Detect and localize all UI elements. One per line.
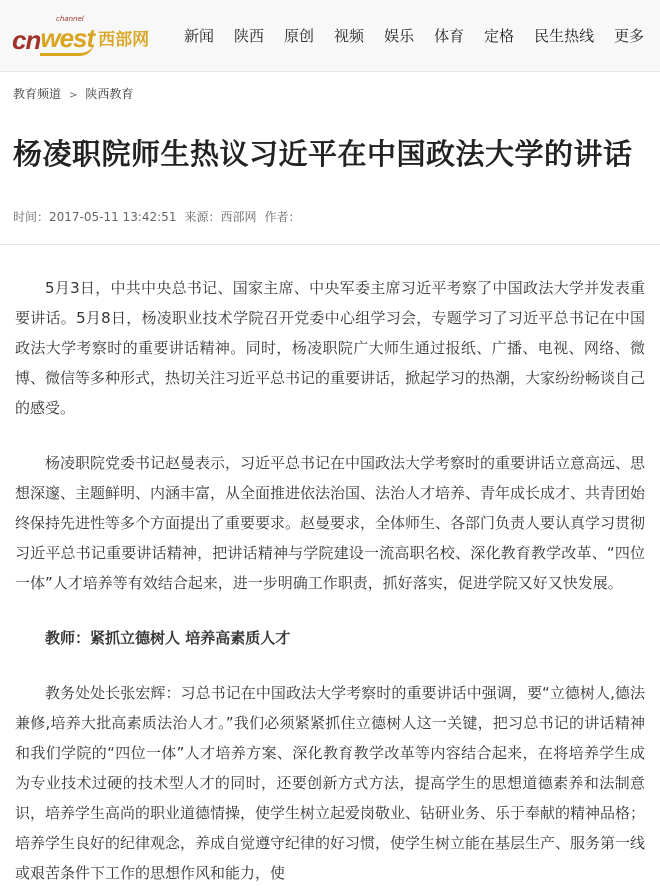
cnwest-logo[interactable] — [12, 8, 182, 64]
nav-entertainment[interactable]: 娱乐 — [384, 27, 415, 45]
logo-name: 西部网 — [98, 29, 150, 50]
nav-video[interactable]: 视频 — [334, 27, 365, 45]
article-title: 杨凌职院师生热议习近平在中国政法大学的讲话 — [13, 137, 633, 171]
paragraph: 5月3日，中共中央总书记、国家主席、中央军委主席习近平考察了中国政法大学并发表重要讲话。5月8日，杨凌职业技术学院召开党委中心组学习会，专题学习了习近平总书记在中国政法大学考察时的重要讲话精神。同时，杨凌职院广大师生通过报纸、广播、电视、网络、微博、微信等多种形式，热切关注习近平总书记的重要讲话，掀起学习的热潮，大家纷纷畅谈自己的感受。 — [15, 279, 646, 417]
nav-more[interactable]: 更多 — [614, 27, 645, 45]
article-author: 作者： — [264, 210, 301, 224]
logo-cn: cn — [12, 24, 41, 55]
breadcrumb-separator: > — [69, 90, 78, 101]
article-body — [0, 273, 660, 888]
breadcrumb-shaanxi-education[interactable]: 陕西教育 — [85, 87, 134, 101]
logo-wordmark — [12, 23, 182, 56]
nav-original[interactable]: 原创 — [284, 27, 315, 45]
nav-sports[interactable]: 体育 — [434, 27, 465, 45]
publish-time: 时间：2017-05-11 13:42:51 — [13, 210, 177, 224]
nav-shaanxi[interactable]: 陕西 — [234, 27, 265, 45]
section-heading: 教师：紧抓立德树人 培养高素质人才 — [45, 629, 291, 647]
nav-news[interactable]: 新闻 — [184, 27, 215, 45]
nav-hotline[interactable]: 民生热线 — [534, 27, 595, 45]
paragraph: 杨凌职院党委书记赵曼表示，习近平总书记在中国政法大学考察时的重要讲话立意高远、思想深邃、主题鲜明、内涵丰富，从全面推进依法治国、法治人才培养、青年成长成才、共青团始终保持先进性等多个方面提出了重要要求。赵曼要求，全体师生、各部门负责人要认真学习贯彻习近平总书记重要讲话精神，把讲话精神与学院建设一流高职名校、深化教育教学改革、“四位一体”人才培养等有效结合起来，进一步明确工作职责，抓好落实，促进学院又好又快发展。 — [15, 454, 646, 592]
logo-west: west — [40, 23, 94, 56]
nav-photos[interactable]: 定格 — [484, 27, 515, 45]
breadcrumb-education[interactable]: 教育频道 — [13, 87, 62, 101]
main-nav — [184, 25, 660, 46]
divider — [0, 244, 660, 245]
breadcrumb — [13, 84, 660, 104]
article-meta — [13, 208, 660, 226]
site-header — [0, 0, 660, 72]
logo-tagline: channel — [56, 15, 84, 23]
paragraph: 教务处处长张宏辉：习总书记在中国政法大学考察时的重要讲话中强调，要“立德树人,德法兼修,培养大批高素质法治人才。”我们必须紧紧抓住立德树人这一关键，把习总书记的讲话精神和我们学院的“四位一体”人才培养方案、深化教育教学改革等内容结合起来，在将培养学生成为专业技术过硬的技术型人才的同时，还要创新方式方法，提高学生的思想道德素养和法制意识，培养学生高尚的职业道德情操，使学生树立起爱岗敬业、钻研业务、乐于奉献的精神品格；培养学生良好的纪律观念，养成自觉遵守纪律的好习惯，使学生树立能在基层生产、服务第一线或艰苦条件下工作的思想作风和能力，使 — [15, 684, 646, 882]
article-source: 来源：西部网 — [184, 210, 257, 224]
